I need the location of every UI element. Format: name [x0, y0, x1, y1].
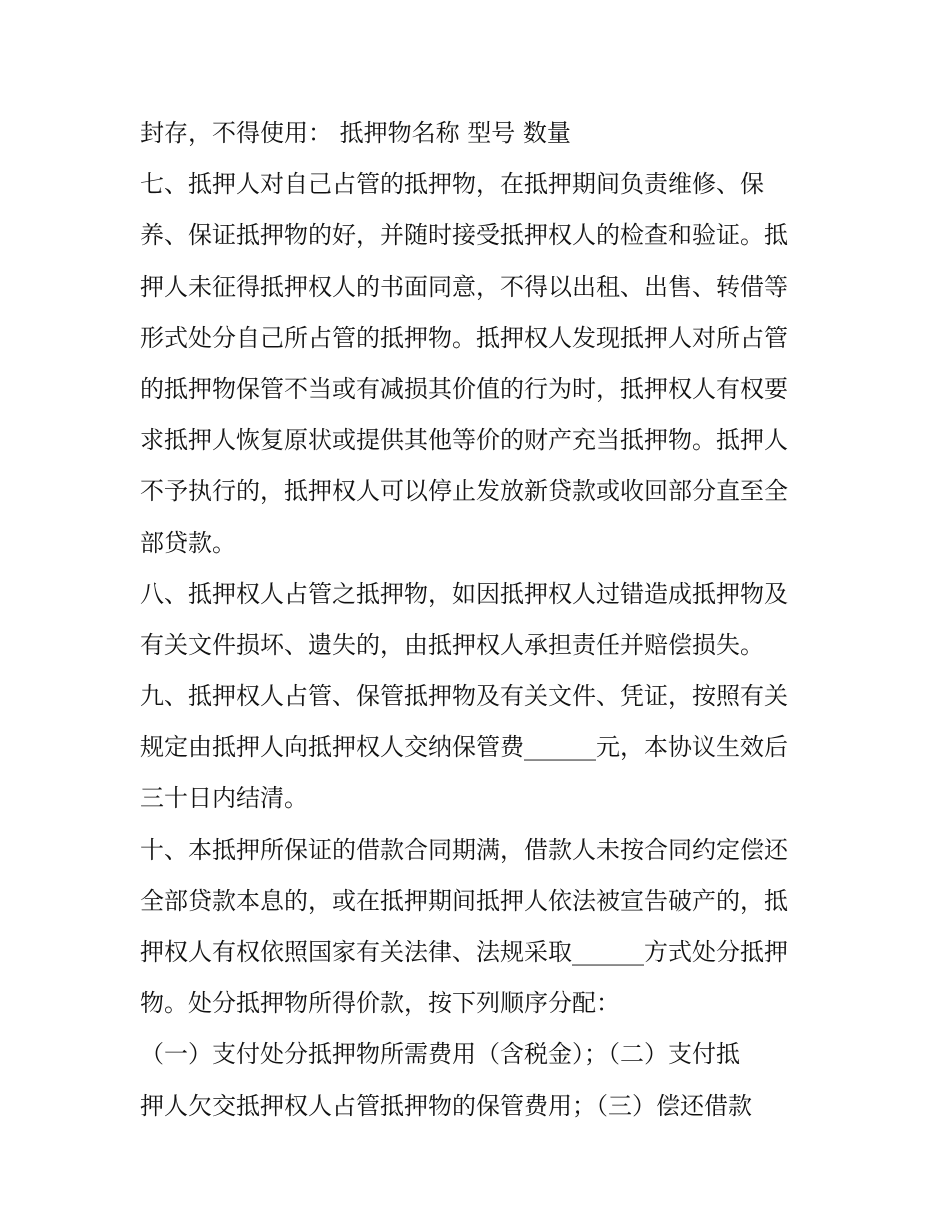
text-line: 物。处分抵押物所得价款，按下列顺序分配：: [140, 989, 620, 1018]
text-line: 不予执行的，抵押权人可以停止发放新贷款或收回部分直至全: [140, 477, 788, 506]
text-line: 规定由抵押人向抵押权人交纳保管费______元，本协议生效后: [140, 733, 788, 762]
text-line: 七、抵押人对自己占管的抵押物，在抵押期间负责维修、保: [140, 170, 764, 199]
text-line: 养、保证抵押物的好，并随时接受抵押权人的检查和验证。抵: [140, 221, 788, 250]
text-line: 十、本抵押所保证的借款合同期满，借款人未按合同约定偿还: [140, 835, 788, 864]
text-line: 押人未征得抵押权人的书面同意，不得以出租、出售、转借等: [140, 272, 788, 301]
text-line: 求抵押人恢复原状或提供其他等价的财产充当抵押物。抵押人: [140, 426, 788, 455]
text-line: 有关文件损坏、遗失的，由抵押权人承担责任并赔偿损失。: [140, 630, 764, 659]
text-line: 八、抵押权人占管之抵押物，如因抵押权人过错造成抵押物及: [140, 579, 788, 608]
text-line: 三十日内结清。: [140, 784, 308, 813]
document-body: [140, 108, 820, 1132]
text-line: 九、抵押权人占管、保管抵押物及有关文件、凭证，按照有关: [140, 682, 788, 711]
text-line: 封存，不得使用： 抵押物名称 型号 数量: [140, 119, 571, 147]
text-line: 部贷款。: [140, 528, 236, 557]
text-line: 全部贷款本息的，或在抵押期间抵押人依法被宣告破产的，抵: [140, 886, 788, 915]
text-line: 的抵押物保管不当或有减损其价值的行为时，抵押权人有权要: [140, 374, 788, 403]
text-line: 押权人有权依照国家有关法律、法规采取______方式处分抵押: [140, 938, 788, 966]
text-line: （一）支付处分抵押物所需费用（含税金）；（二）支付抵: [140, 1040, 740, 1069]
text-line: 形式处分自己所占管的抵押物。抵押权人发现抵押人对所占管: [140, 323, 788, 352]
text-line: 押人欠交抵押权人占管抵押物的保管费用；（三）偿还借款: [140, 1091, 752, 1120]
